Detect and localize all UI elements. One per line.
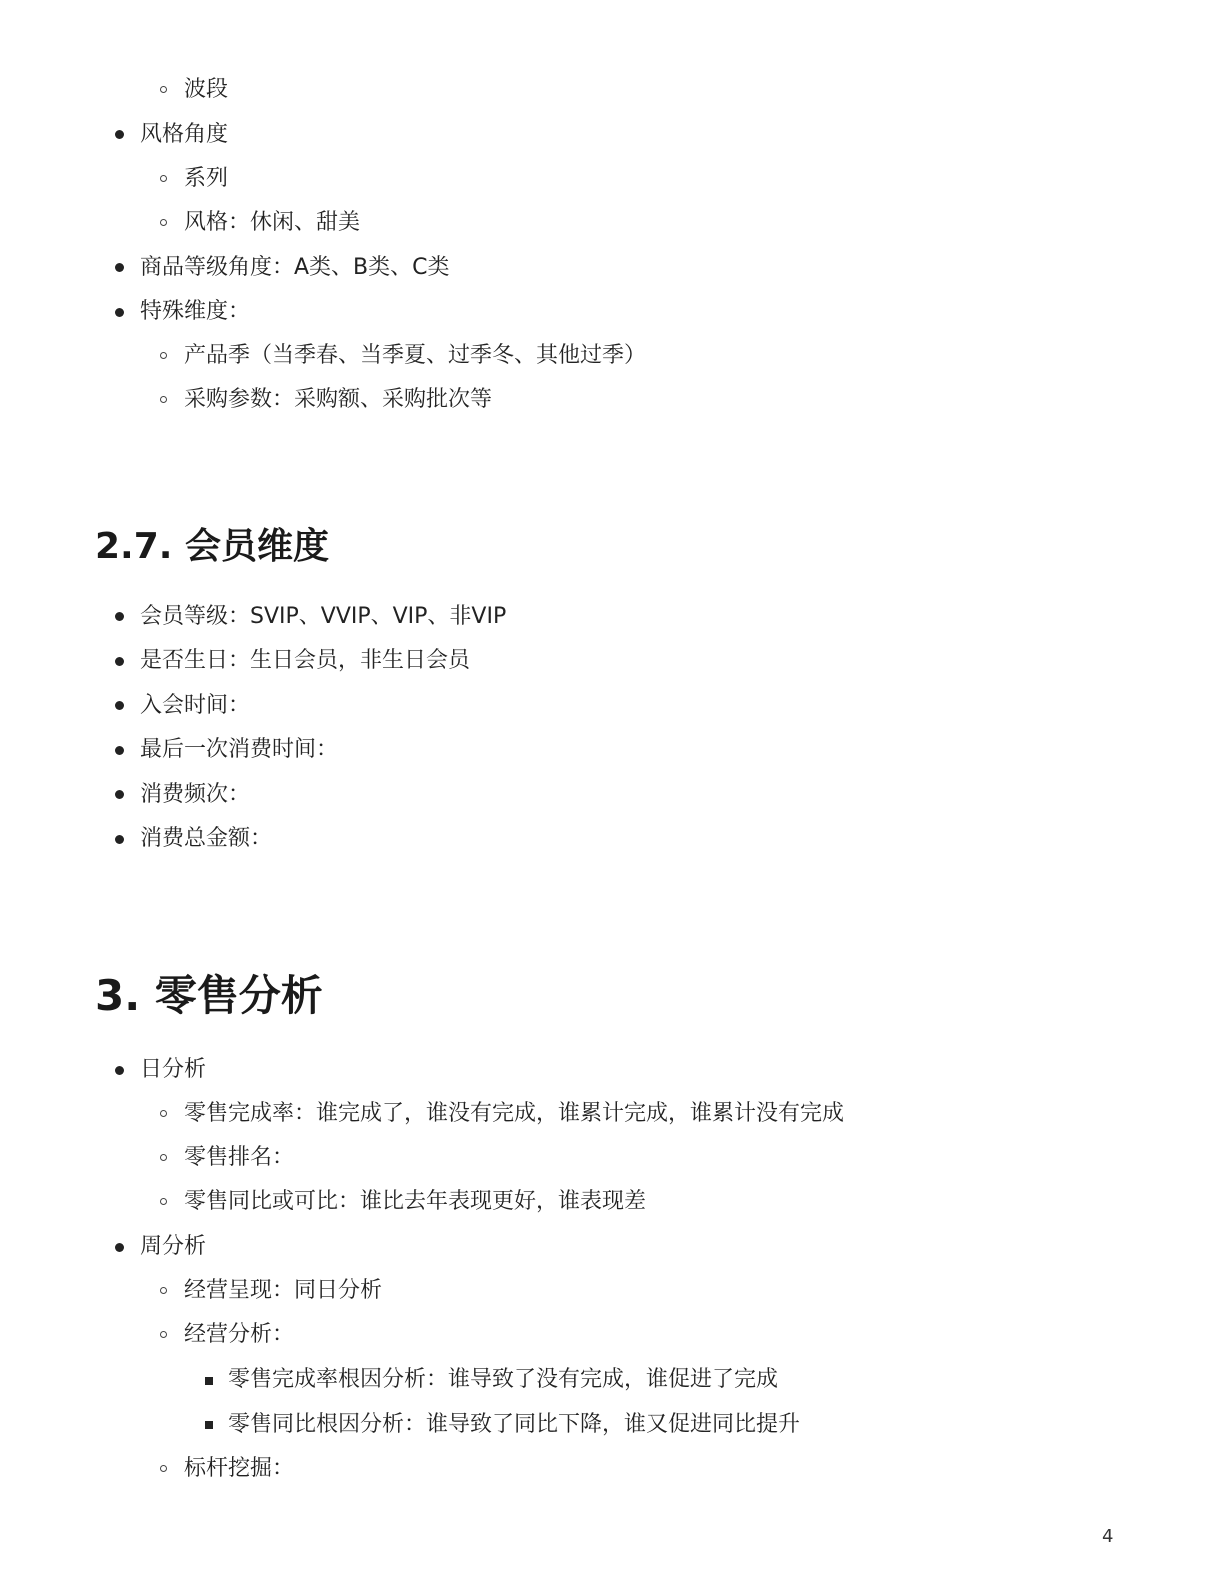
circle-bullet-icon [160, 396, 167, 403]
list-item: 消费频次： [140, 782, 251, 807]
circle-bullet-icon [160, 175, 167, 182]
disc-bullet-icon [115, 701, 124, 710]
page-number: 4 [1102, 1526, 1114, 1547]
disc-bullet-icon [115, 1066, 124, 1075]
circle-bullet-icon [160, 1331, 167, 1338]
list-item: 产品季（当季春、当季夏、过季冬、其他过季） [184, 343, 647, 368]
list-item: 零售完成率根因分析：谁导致了没有完成，谁促进了完成 [228, 1367, 779, 1392]
list-item: 波段 [184, 77, 229, 102]
disc-bullet-icon [115, 1243, 124, 1252]
disc-bullet-icon [115, 263, 124, 272]
disc-bullet-icon [115, 130, 124, 139]
list-item: 零售同比根因分析：谁导致了同比下降，谁又促进同比提升 [228, 1412, 801, 1437]
list-item: 经营呈现：同日分析 [184, 1278, 383, 1303]
list-item: 是否生日：生日会员，非生日会员 [140, 648, 471, 673]
section-heading: 2.7. 会员维度 [95, 526, 329, 567]
circle-bullet-icon [160, 86, 167, 93]
square-bullet-icon [205, 1421, 213, 1429]
list-item: 周分析 [140, 1234, 207, 1259]
list-item: 系列 [184, 166, 229, 191]
disc-bullet-icon [115, 308, 124, 317]
circle-bullet-icon [160, 1287, 167, 1294]
list-item: 零售完成率：谁完成了，谁没有完成，谁累计完成，谁累计没有完成 [184, 1101, 845, 1126]
list-item: 风格：休闲、甜美 [184, 210, 361, 235]
list-item: 消费总金额： [140, 826, 273, 851]
list-item: 最后一次消费时间： [140, 737, 339, 762]
disc-bullet-icon [115, 835, 124, 844]
circle-bullet-icon [160, 1465, 167, 1472]
square-bullet-icon [205, 1377, 213, 1385]
list-item: 风格角度 [140, 122, 229, 147]
disc-bullet-icon [115, 657, 124, 666]
disc-bullet-icon [115, 790, 124, 799]
list-item: 特殊维度： [140, 299, 251, 324]
list-item: 采购参数：采购额、采购批次等 [184, 387, 493, 412]
circle-bullet-icon [160, 1110, 167, 1117]
list-item: 经营分析： [184, 1322, 295, 1347]
circle-bullet-icon [160, 1198, 167, 1205]
disc-bullet-icon [115, 612, 124, 621]
list-item: 商品等级角度：A类、B类、C类 [140, 255, 450, 280]
chapter-heading: 3. 零售分析 [95, 971, 323, 1020]
circle-bullet-icon [160, 219, 167, 226]
list-item: 会员等级：SVIP、VVIP、VIP、非VIP [140, 604, 507, 629]
list-item: 入会时间： [140, 693, 251, 718]
list-item: 标杆挖掘： [184, 1456, 295, 1481]
list-item: 零售排名： [184, 1145, 295, 1170]
circle-bullet-icon [160, 352, 167, 359]
list-item: 零售同比或可比：谁比去年表现更好，谁表现差 [184, 1189, 647, 1214]
circle-bullet-icon [160, 1154, 167, 1161]
disc-bullet-icon [115, 746, 124, 755]
list-item: 日分析 [140, 1057, 207, 1082]
